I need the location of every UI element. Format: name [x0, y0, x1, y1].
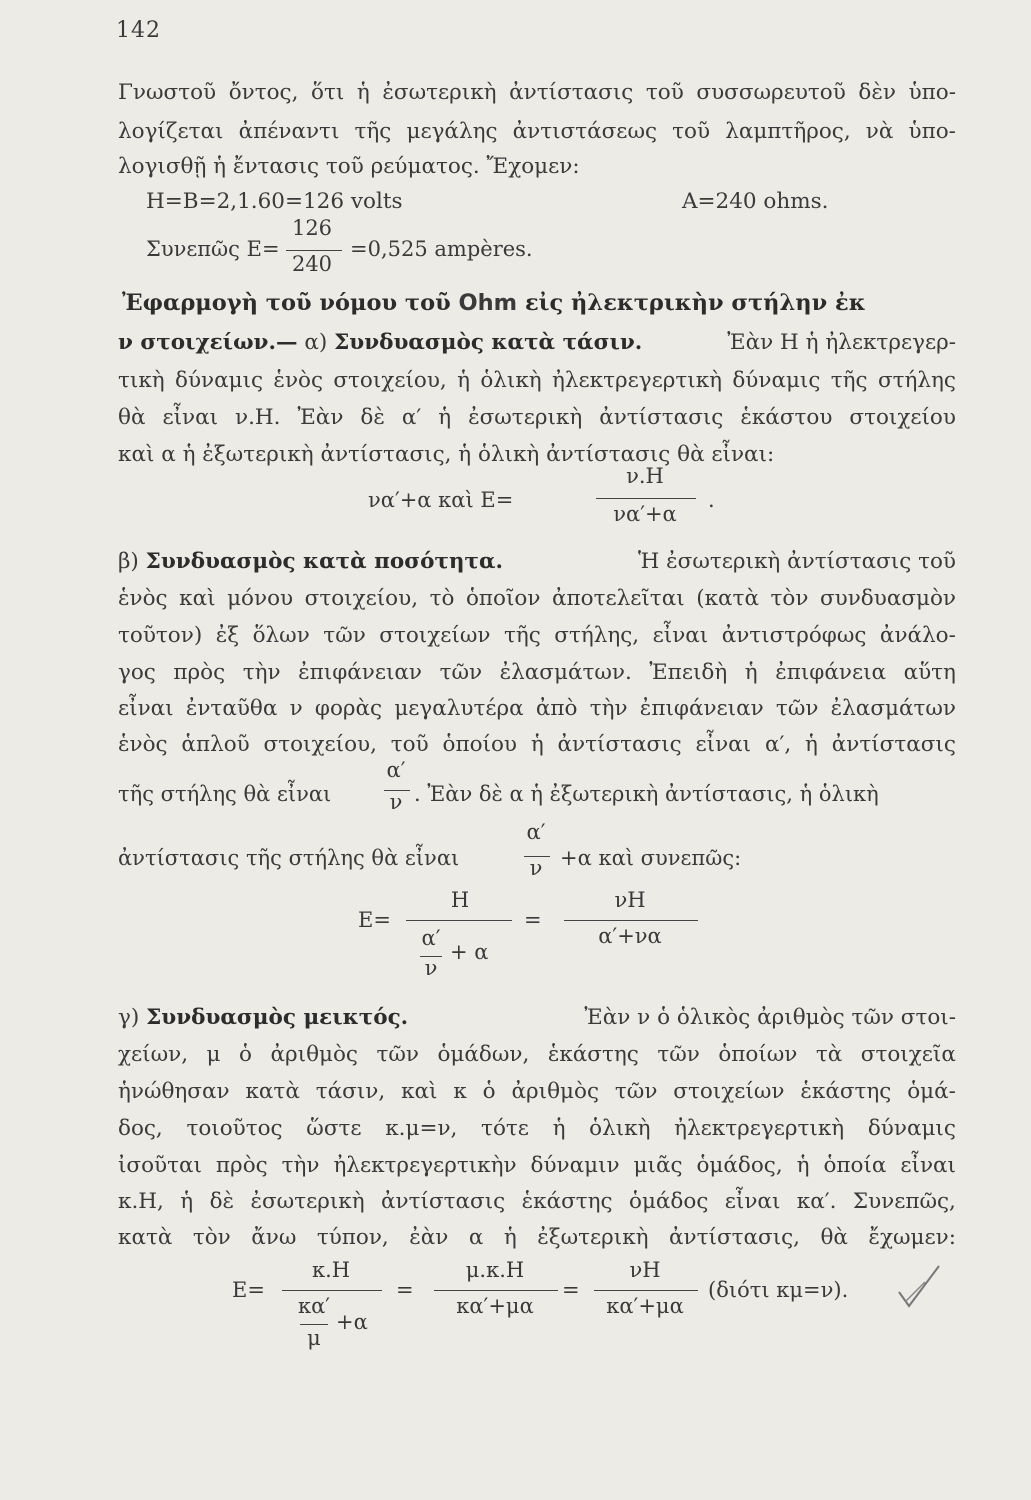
text-line: λογίζεται ἀπέναντι τῆς μεγάλης ἀντιστάσεως τοῦ λαμπτῆρος, νὰ ὑπο-	[118, 119, 956, 144]
text-line: γ) Συνδυασμὸς μεικτός. Ἐὰν ν ὁ ὁλικὸς ἀριθμὸς τῶν στοι-	[118, 1005, 956, 1030]
given-values-line: H=B=2,1.60=126 volts A=240 ohms.	[146, 189, 829, 214]
text-line: θὰ εἶναι ν.H. Ἐὰν δὲ α′ ἡ ἐσωτερικὴ ἀντίστασις ἑκάστου στοιχείου	[118, 405, 956, 430]
text-line: ἰσοῦται πρὸς τὴν ἠλεκτρεγερτικὴν δύναμιν μιᾶς ὁμάδος, ἡ ὁποία εἶναι	[118, 1153, 956, 1178]
formula-E: E=	[358, 908, 391, 932]
fraction-vH: ν.H να′+α	[590, 468, 700, 538]
fraction-126-240: 126 240	[282, 222, 352, 278]
fraction: μ.κ.H κα′+μα	[430, 1258, 560, 1318]
text-line: τοῦτον) ἐξ ὅλων τῶν στοιχείων τῆς στήλης, εἶναι ἀντιστρόφως ἀνάλο-	[118, 623, 956, 648]
pencil-mark-icon	[895, 1262, 945, 1322]
text-line: καὶ α ἡ ἐξωτερικὴ ἀντίστασις, ἡ ὁλικὴ ἀντίστασις θὰ εἶναι:	[118, 442, 775, 467]
text-line: δος, τοιοῦτος ὥστε κ.μ=ν, τότε ἡ ὁλικὴ ἠλεκτρεγερτικὴ δύναμις	[118, 1116, 956, 1141]
formula-prefix: Συνεπῶς E=	[146, 237, 280, 261]
compound-fraction: κ.H κα′ μ +α	[276, 1258, 396, 1358]
text-line: Γνωστοῦ ὄντος, ὅτι ἡ ἐσωτερικὴ ἀντίστασις τοῦ συσσωρευτοῦ δὲν ὑπο-	[118, 80, 956, 105]
text-line: ἡνώθησαν κατὰ τάσιν, καὶ κ ὁ ἀριθμὸς τῶν στοιχείων ἑκάστης ὁμά-	[118, 1079, 956, 1104]
text-line: λογισθῇ ἡ ἔντασις τοῦ ρεύματος. Ἔχομεν:	[118, 154, 580, 179]
text-line: ν στοιχείων.— α) Συνδυασμὸς κατὰ τάσιν. Ἐὰν H ἡ ἠλεκτρεγερ-	[118, 330, 956, 355]
formula-note: (διότι κμ=ν).	[708, 1278, 849, 1302]
text-line: ἑνὸς καὶ μόνου στοιχείου, τὸ ὁποῖον ἀποτελεῖται (κατὰ τὸν συνδυασμὸν	[118, 586, 956, 611]
formula-equals: =	[524, 908, 542, 932]
text-segment: +α καὶ συνεπῶς:	[560, 846, 742, 870]
text-line: κατὰ τὸν ἄνω τύπον, ἐὰν α ἡ ἐξωτερικὴ ἀντίστασις, θὰ ἔχωμεν:	[118, 1225, 956, 1250]
text-segment: ἀντίστασις τῆς στήλης θὰ εἶναι	[118, 846, 460, 870]
fraction-a-over-v: α′ ν	[516, 826, 556, 890]
fraction: νH κα′+μα	[590, 1258, 700, 1318]
fraction-vH-over: νH α′+να	[560, 888, 700, 948]
text-line: χείων, μ ὁ ἀριθμὸς τῶν ὁμάδων, ἑκάστης τῶν ὁποίων τὰ στοιχεῖα	[118, 1042, 956, 1067]
text-segment: τῆς στήλης θὰ εἶναι	[118, 782, 332, 806]
text-line: τικὴ δύναμις ἑνὸς στοιχείου, ἡ ὁλικὴ ἠλεκτρεγερτικὴ δύναμις τῆς στήλης	[118, 368, 956, 393]
text-segment: . Ἐὰν δὲ α ἡ ἐξωτερικὴ ἀντίστασις, ἡ ὁλικὴ	[414, 782, 879, 806]
fraction-a-over-v: α′ ν	[376, 764, 416, 828]
section-heading: Ἐφαρμογὴ τοῦ νόμου τοῦ Ohm εἰς ἠλεκτρικὴν στήλην ἐκ	[122, 290, 866, 316]
formula-period: .	[708, 488, 715, 512]
text-line: γος πρὸς τὴν ἐπιφάνειαν τῶν ἐλασμάτων. Ἐπειδὴ ἡ ἐπιφάνεια αὕτη	[118, 660, 956, 685]
text-line: εἶναι ἐνταῦθα ν φορὰς μεγαλυτέρα ἀπὸ τὴν ἐπιφάνειαν τῶν ἐλασμάτων	[118, 696, 956, 721]
formula-equals: =	[396, 1278, 414, 1302]
formula-suffix: =0,525 ampères.	[350, 237, 533, 261]
text-line: β) Συνδυασμὸς κατὰ ποσότητα. Ἡ ἐσωτερικὴ ἀντίστασις τοῦ	[118, 549, 956, 574]
formula-equals: =	[562, 1278, 580, 1302]
text-line: ἑνὸς ἁπλοῦ στοιχείου, τοῦ ὁποίου ἡ ἀντίστασις εἶναι α′, ἡ ἀντίστασις	[118, 732, 956, 757]
formula-a-left: να′+α καὶ E=	[368, 488, 514, 512]
text-line: κ.H, ἡ δὲ ἐσωτερικὴ ἀντίστασις ἑκάστης ὁμάδος εἶναι κα′. Συνεπῶς,	[118, 1189, 956, 1214]
compound-fraction: H α′ ν + α	[400, 888, 520, 988]
page-number: 142	[116, 18, 161, 43]
formula-E: E=	[232, 1278, 265, 1302]
